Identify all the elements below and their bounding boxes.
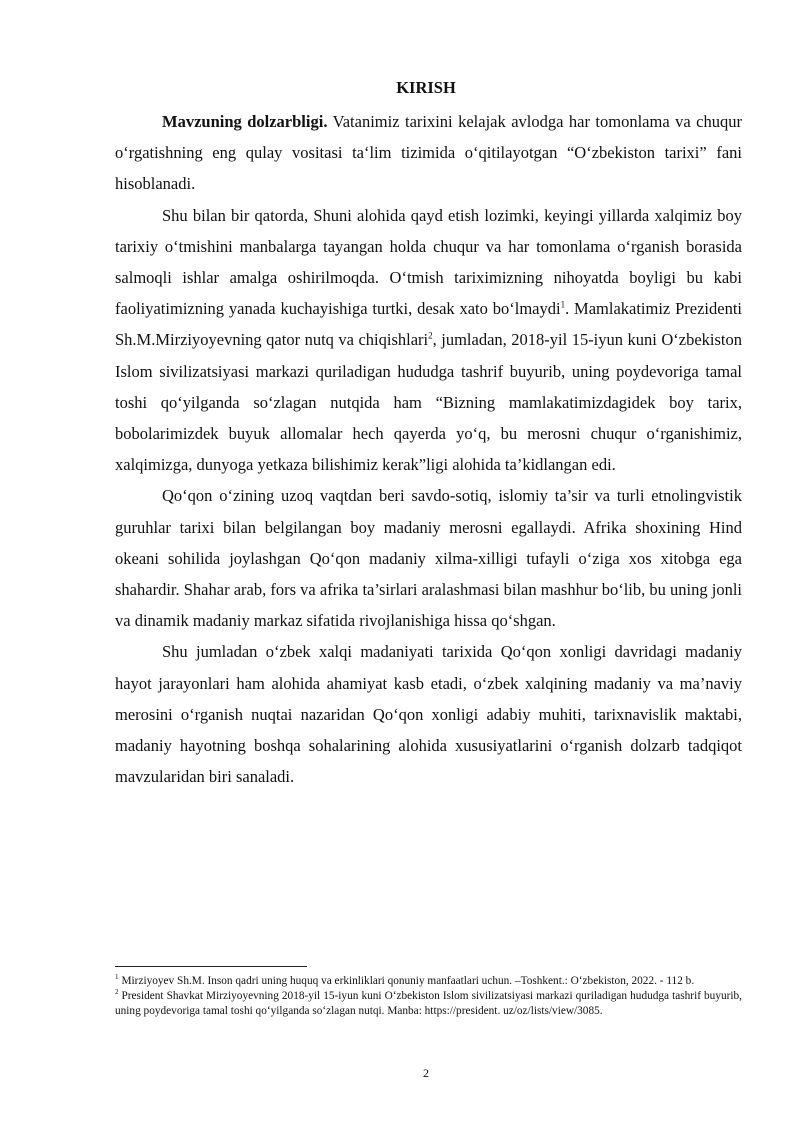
footnote-2 bbox=[115, 989, 742, 1019]
footnote-number: 2 bbox=[115, 988, 119, 997]
paragraph-text: Shu bilan bir qatorda, Shuni alohida qayd etish lozimki, keyingi yillarda xalqimiz boy tarixiy o‘tmishini manbalarga tayangan holda chuqur va har tomonlama o‘rganish borasida salmoqli ishlar amalga oshirilmoqda. O‘tmish tariximizning nihoyatda boyligi bu kabi faoliyatimizning yanada kuchayishiga turtki, desak xato bo‘lmaydi bbox=[115, 205, 742, 319]
paragraph-relevance bbox=[115, 106, 742, 200]
paragraph-history-study bbox=[115, 200, 742, 481]
footnote-text: President Shavkat Mirziyoyevning 2018-yil 15-iyun kuni O‘zbekiston Islom sivilizatsiyasi markazi quriladigan hududga tashrif buyurib, uning poydevoriga tamal toshi qo‘yilganda so‘zlagan nutqi. Manba: https://president. uz/oz/lists/view/3085. bbox=[115, 990, 742, 1017]
page-number: 2 bbox=[423, 1066, 429, 1080]
footnote-divider bbox=[115, 966, 307, 967]
paragraph-text: Shu jumladan o‘zbek xalqi madaniyati tarixida Qo‘qon xonligi davridagi madaniy hayot jarayonlari ham alohida ahamiyat kasb etadi, o‘zbek xalqining madaniy va ma’naviy merosini o‘rganish nuqtai nazaridan Qo‘qon xonligi adabiy muhiti, tarixnavislik maktabi, madaniy hayotning boshqa sohalarining alohida xususiyatlarini o‘rganish dolzarb tadqiqot mavzularidan biri sanaladi. bbox=[115, 642, 742, 787]
footnote-ref-1[interactable]: 1 bbox=[560, 299, 566, 310]
footnote-ref-2[interactable]: 2 bbox=[428, 330, 433, 341]
footnote-number: 1 bbox=[115, 973, 119, 982]
paragraph-text: Vatanimiz tarixini kelajak avlodga har tomonlama va chuqur o‘rgatishning eng qulay vositasi ta‘lim tizimida o‘qitilayotgan “O‘zbekiston tarixi” fani hisoblanadi. bbox=[115, 112, 742, 194]
body-text bbox=[115, 106, 742, 792]
section-heading: KIRISH bbox=[396, 78, 456, 97]
footnote-1 bbox=[115, 974, 742, 989]
footnote-text: Mirziyoyev Sh.M. Inson qadri uning huquq va erkinliklari qonuniy manfaatlari uchun. –Toshkent.: O‘zbekiston, 2022. - 112 b. bbox=[121, 975, 695, 987]
paragraph-text: . Mamlakatimiz Prezidenti Sh.M.Mirziyoyevning qator nutq va chiqishlari bbox=[115, 299, 742, 350]
footnotes bbox=[115, 974, 742, 1019]
paragraph-khanate-culture bbox=[115, 636, 742, 792]
relevance-lead: Mavzuning dolzarbligi. bbox=[162, 112, 328, 131]
paragraph-kokand-heritage bbox=[115, 480, 742, 636]
paragraph-text: Qo‘qon o‘zining uzoq vaqtdan beri savdo-sotiq, islomiy ta’sir va turli etnolingvistik guruhlar tarixi bilan belgilangan boy madaniy merosni egallaydi. Afrika shoxining Hind okeani sohilida joylashgan Qo‘qon madaniy xilma-xilligi tufayli o‘ziga xos xitobga ega shahardir. Shahar arab, fors va afrika ta’sirlari aralashmasi bilan mashhur bo‘lib, bu uning jonli va dinamik madaniy markaz sifatida rivojlanishiga hissa qo‘shgan. bbox=[115, 486, 742, 631]
paragraph-text: , jumladan, 2018-yil 15-iyun kuni O‘zbekiston Islom sivilizatsiyasi markazi quriladigan hududga tashrif buyurib, uning poydevoriga tamal toshi qo‘yilganda so‘zlagan nutqida ham “Bizning mamlakatimizdagidek boy tarix, bobolarimizdek buyuk allomalar hech qayerda yo‘q, bu merosni chuqur o‘rganishimiz, xalqimizga, dunyoga yetkaza bilishimiz kerak”ligi alohida ta’kidlangan edi. bbox=[115, 330, 742, 475]
